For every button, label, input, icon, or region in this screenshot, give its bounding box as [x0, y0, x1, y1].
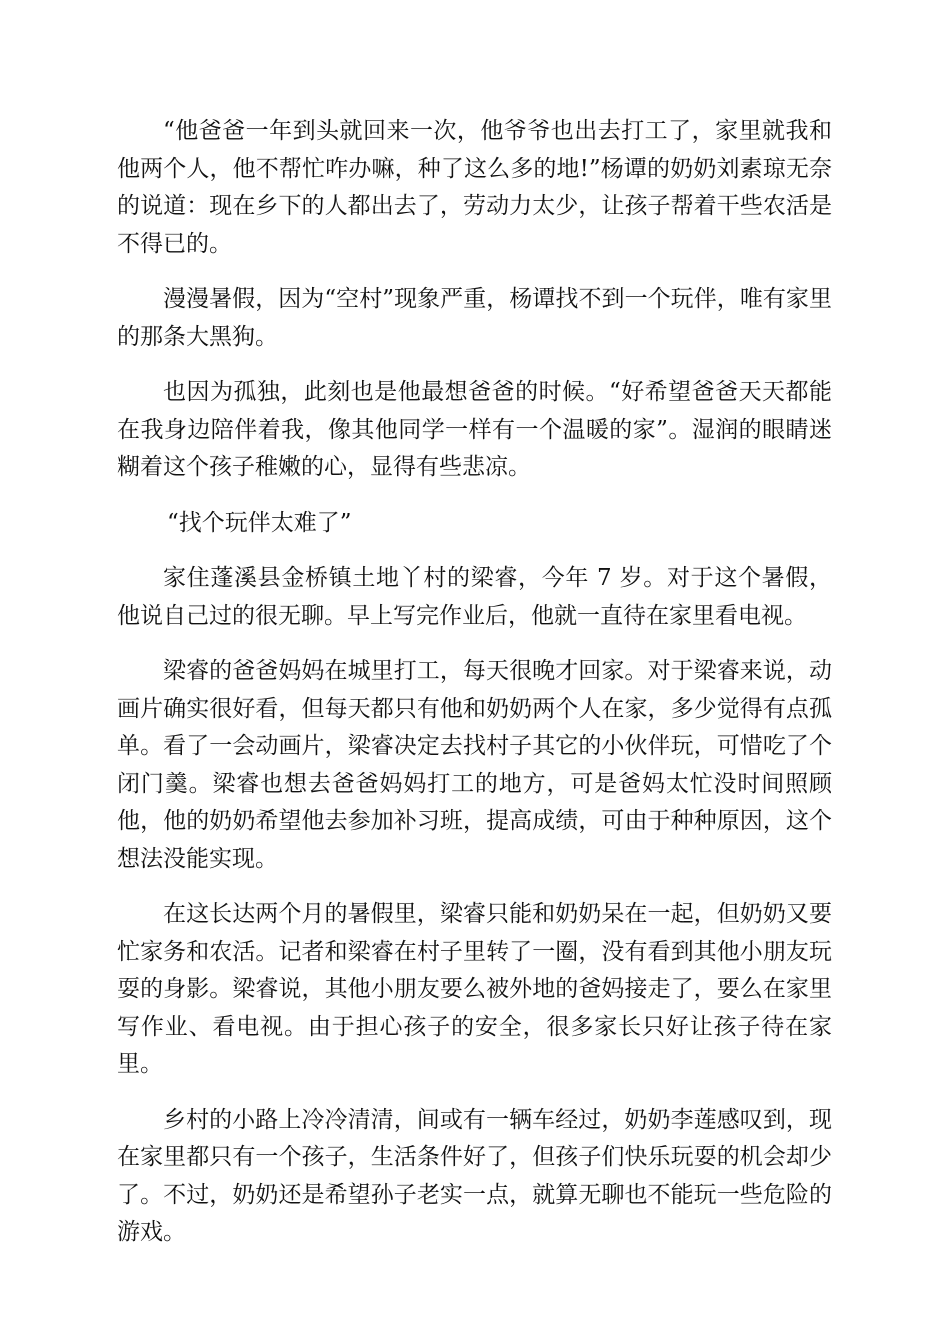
paragraph-liang-rui-intro: 家住蓬溪县金桥镇土地丫村的梁睿，今年 7 岁。对于这个暑假，他说自己过的很无聊。早上写完作业后，他就一直待在家里看电视。: [117, 565, 832, 629]
paragraph-missing-father: 也因为孤独，此刻也是他最想爸爸的时候。“好希望爸爸天天都能在我身边陪伴着我，像其他同学一样有一个温暖的家”。湿润的眼睛迷糊着这个孩子稚嫩的心，显得有些悲凉。: [117, 379, 832, 480]
article-body: [117, 113, 832, 1270]
paragraph-grandma-quote: “他爸爸一年到头就回来一次，他爷爷也出去打工了，家里就我和他两个人，他不帮忙咋办嘛，种了这么多的地!”杨谭的奶奶刘素琼无奈的说道：现在乡下的人都出去了，劳动力太少，让孩子帮着干些农活是不得已的。: [117, 118, 832, 257]
paragraph-two-months: 在这长达两个月的暑假里，梁睿只能和奶奶呆在一起，但奶奶又要忙家务和农活。记者和梁睿在村子里转了一圈，没有看到其他小朋友玩耍的身影。梁睿说，其他小朋友要么被外地的爸妈接走了，要么在家里写作业、看电视。由于担心孩子的安全，很多家长只好让孩子待在家里。: [117, 901, 832, 1077]
paragraph-summer-empty-village: 漫漫暑假，因为“空村”现象严重，杨谭找不到一个玩伴，唯有家里的那条大黑狗。: [117, 286, 832, 350]
section-subheading: “找个玩伴太难了”: [167, 509, 352, 536]
paragraph-liang-rui-parents: 梁睿的爸爸妈妈在城里打工，每天很晚才回家。对于梁睿来说，动画片确实很好看，但每天都只有他和奶奶两个人在家，多少觉得有点孤单。看了一会动画片，梁睿决定去找村子其它的小伙伴玩，可惜吃了个闭门羹。梁睿也想去爸爸妈妈打工的地方，可是爸妈太忙没时间照顾他，他的奶奶希望他去参加补习班，提高成绩，可由于种种原因，这个想法没能实现。: [117, 658, 832, 872]
paragraph-quiet-road: 乡村的小路上冷冷清清，间或有一辆车经过，奶奶李莲感叹到，现在家里都只有一个孩子，生活条件好了，但孩子们快乐玩耍的机会却少了。不过，奶奶还是希望孙子老实一点，就算无聊也不能玩一些危险的游戏。: [117, 1106, 832, 1245]
